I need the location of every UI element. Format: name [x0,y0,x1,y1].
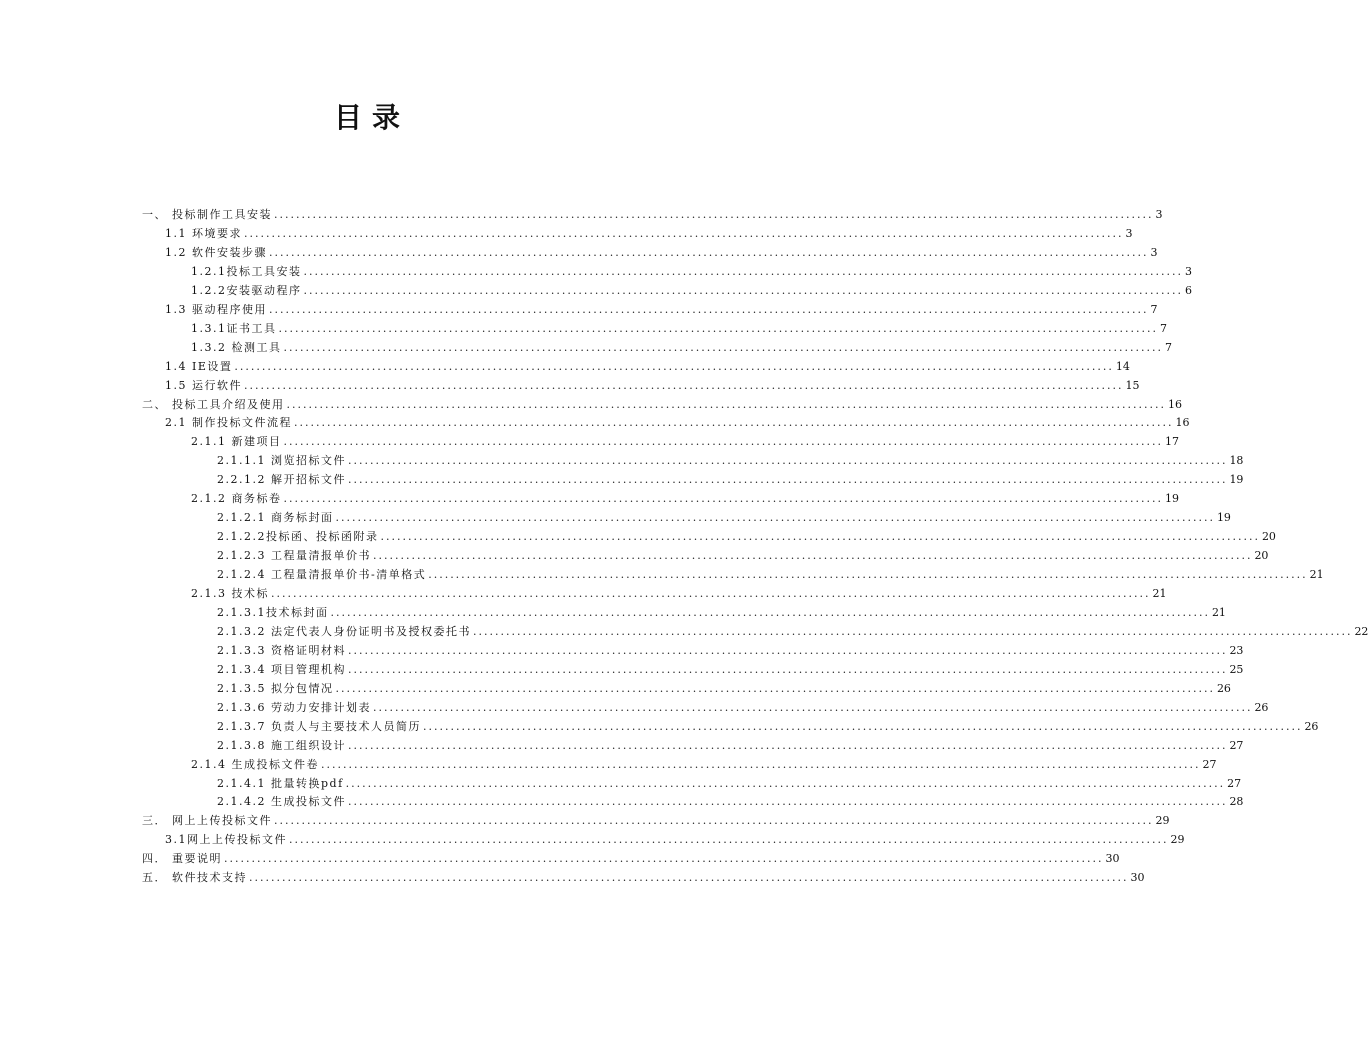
toc-entry-label: 3.1网上上传投标文件 [165,833,287,847]
toc-entry-page: 19 [1216,511,1231,525]
toc-dot-leader: ................................................................................................................................................................ [286,397,1166,411]
toc-entry-label: 2.1.3 技术标 [191,587,269,600]
toc-entry[interactable] [165,412,1190,430]
toc-dot-leader: ................................................................................................................................................................ [472,624,1353,638]
toc-entry[interactable] [217,640,1244,658]
toc-dot-leader: ................................................................................................................................................................ [224,852,1104,866]
toc-entry-page: 17 [1164,435,1179,449]
toc-entry-label: 2.1.3.3 资格证明材料 [217,643,346,657]
toc-entry-label: 1.2.2安装驱动程序 [191,283,302,297]
toc-entry[interactable] [165,375,1140,393]
toc-entry[interactable] [165,242,1158,260]
toc-entry[interactable] [142,867,1145,885]
toc-entry-page: 26 [1216,681,1231,695]
toc-dot-leader: ................................................................................................................................................................ [347,795,1228,809]
toc-entry[interactable] [217,602,1226,620]
toc-entry-page: 30 [1105,852,1120,866]
toc-entry-label: 1.3.2 检测工具 [191,340,282,354]
toc-entry-label: 2.1.2.2投标函、投标函附录 [217,530,379,544]
toc-entry-label: 2.1 制作投标文件流程 [165,416,292,430]
toc-entry[interactable] [191,583,1167,601]
toc-entry-label: 一、 投标制作工具安装 [142,208,272,221]
toc-entry-label: 2.1.3.6 劳动力安排计划表 [217,700,371,714]
toc-entry-label: 2.1.1.1 浏览招标文件 [217,454,346,468]
toc-entry-label: 2.1.2.3 工程量清报单价书 [217,549,371,563]
toc-dot-leader: ................................................................................................................................................................ [269,302,1149,316]
toc-entry[interactable] [165,356,1130,374]
toc-entry-label: 1.4 IE设置 [165,359,233,373]
toc-entry-label: 五． 软件技术支持 [142,871,247,885]
toc-entry-page: 3 [1184,264,1192,278]
toc-entry[interactable] [217,697,1269,715]
toc-entry-label: 1.2 软件安装步骤 [165,245,267,259]
toc-entry-label: 2.1.3.8 施工组织设计 [217,738,346,752]
toc-dot-leader: ................................................................................................................................................................ [244,226,1124,240]
toc-entry[interactable] [165,829,1185,847]
toc-dot-leader: ................................................................................................................................................................ [249,871,1129,885]
toc-entry-page: 16 [1175,416,1190,430]
toc-entry-page: 16 [1167,397,1182,411]
toc-dot-leader: ................................................................................................................................................................ [372,549,1253,563]
toc-dot-leader: ................................................................................................................................................................ [289,833,1169,847]
toc-dot-leader: ................................................................................................................................................................ [347,662,1228,676]
toc-entry[interactable] [217,564,1324,582]
toc-entry-page: 22 [1354,624,1368,638]
toc-entry-label: 2.2.1.2 解开招标文件 [217,473,346,487]
toc-entry-page: 26 [1254,700,1269,714]
toc-dot-leader: ................................................................................................................................................................ [428,568,1308,582]
toc-entry-label: 2.1.4.2 生成投标文件 [217,795,346,809]
toc-entry-page: 3 [1155,208,1163,221]
toc-dot-leader: ................................................................................................................................................................ [303,283,1183,297]
toc-dot-leader: ................................................................................................................................................................ [347,643,1228,657]
toc-entry[interactable] [217,621,1368,639]
toc-entry[interactable] [142,810,1170,828]
page-title: 目录 [333,101,410,134]
toc-dot-leader: ................................................................................................................................................................ [335,681,1215,695]
toc-entry[interactable] [191,318,1167,336]
toc-entry[interactable] [165,223,1133,241]
toc-entry-page: 29 [1155,814,1170,828]
toc-entry[interactable] [142,394,1182,412]
toc-entry[interactable] [217,773,1242,791]
toc-dot-leader: ................................................................................................................................................................ [278,321,1158,335]
toc-entry-label: 1.3 驱动程序使用 [165,302,267,316]
toc-dot-leader: ................................................................................................................................................................ [269,245,1149,259]
toc-dot-leader: ................................................................................................................................................................ [335,511,1215,525]
toc-entry-page: 7 [1150,302,1158,316]
toc-dot-leader: ................................................................................................................................................................ [347,738,1228,752]
toc-entry[interactable] [165,299,1158,317]
toc-entry-page: 7 [1164,340,1172,354]
toc-entry-page: 7 [1159,321,1167,335]
toc-entry-label: 二、 投标工具介绍及使用 [142,397,285,411]
toc-dot-leader: ................................................................................................................................................................ [283,492,1163,506]
toc-dot-leader: ................................................................................................................................................................ [422,719,1303,733]
toc-dot-leader: ................................................................................................................................................................ [347,473,1228,487]
toc-entry-label: 1.5 运行软件 [165,378,242,392]
toc-entry-page: 14 [1115,359,1130,373]
toc-entry-page: 21 [1211,605,1226,619]
toc-entry-page: 26 [1304,719,1319,733]
toc-entry-page: 27 [1229,738,1244,752]
toc-entry-page: 19 [1164,492,1179,506]
toc-entry-label: 2.1.3.4 项目管理机构 [217,662,346,676]
toc-entry-label: 1.2.1投标工具安装 [191,264,302,278]
toc-entry[interactable] [217,450,1244,468]
toc-entry-page: 20 [1254,549,1269,563]
toc-entry-page: 29 [1170,833,1185,847]
toc-entry[interactable] [217,659,1244,677]
toc-entry-page: 27 [1227,776,1242,790]
toc-dot-leader: ................................................................................................................................................................ [234,359,1114,373]
toc-entry-page: 28 [1229,795,1244,809]
toc-entry[interactable] [217,545,1269,563]
toc-entry[interactable] [217,507,1231,525]
toc-entry[interactable] [191,431,1179,449]
toc-dot-leader: ................................................................................................................................................................ [274,814,1154,828]
toc-entry[interactable] [191,280,1192,298]
toc-dot-leader: ................................................................................................................................................................ [380,530,1260,544]
toc-entry[interactable] [142,848,1120,866]
toc-entry-page: 18 [1229,454,1244,468]
toc-entry-page: 20 [1261,530,1276,544]
toc-entry[interactable] [217,678,1231,696]
toc-dot-leader: ................................................................................................................................................................ [294,416,1174,430]
toc-entry[interactable] [217,735,1244,753]
toc-dot-leader: ................................................................................................................................................................ [345,776,1226,790]
toc-entry-label: 2.1.3.1技术标封面 [217,605,329,619]
toc-entry-page: 23 [1229,643,1244,657]
toc-entry[interactable] [217,791,1244,809]
toc-dot-leader: ................................................................................................................................................................ [321,757,1201,771]
toc-entry[interactable] [217,469,1244,487]
toc-entry-page: 3 [1150,245,1158,259]
toc-entry-label: 三． 网上上传投标文件 [142,814,272,828]
toc-entry[interactable] [191,754,1217,772]
toc-entry[interactable] [191,488,1179,506]
toc-entry-label: 2.1.4 生成投标文件卷 [191,757,319,771]
toc-entry-label: 2.1.2 商务标卷 [191,492,282,506]
toc-entry[interactable] [191,337,1172,355]
toc-entry[interactable] [142,204,1163,222]
toc-dot-leader: ................................................................................................................................................................ [303,264,1183,278]
toc-entry-label: 1.1 环境要求 [165,226,242,240]
toc-entry-label: 2.1.4.1 批量转换pdf [217,776,344,790]
toc-entry[interactable] [191,261,1192,279]
toc-dot-leader: ................................................................................................................................................................ [244,378,1124,392]
toc-entry-label: 2.1.3.5 拟分包情况 [217,681,334,695]
toc-entry-page: 27 [1202,757,1217,771]
toc-dot-leader: ................................................................................................................................................................ [274,208,1154,221]
toc-dot-leader: ................................................................................................................................................................ [372,700,1253,714]
toc-entry-page: 25 [1229,662,1244,676]
toc-dot-leader: ................................................................................................................................................................ [283,340,1163,354]
toc-entry[interactable] [217,716,1319,734]
toc-entry-page: 6 [1184,283,1192,297]
toc-entry-label: 1.3.1证书工具 [191,321,277,335]
toc-dot-leader: ................................................................................................................................................................ [271,587,1151,600]
toc-entry-page: 21 [1152,587,1167,600]
toc-entry-page: 30 [1130,871,1145,885]
toc-entry-page: 21 [1309,568,1324,582]
toc-dot-leader: ................................................................................................................................................................ [347,454,1228,468]
toc-entry-page: 19 [1229,473,1244,487]
toc-dot-leader: ................................................................................................................................................................ [283,435,1163,449]
toc-entry-label: 2.1.2.4 工程量清报单价书-清单格式 [217,568,427,582]
toc-entry-page: 15 [1125,378,1140,392]
toc-entry-label: 四． 重要说明 [142,852,222,866]
toc-entry-page: 3 [1125,226,1133,240]
toc-entry-label: 2.1.1 新建项目 [191,435,282,449]
toc-entry[interactable] [217,526,1276,544]
toc-dot-leader: ................................................................................................................................................................ [330,605,1210,619]
toc-entry-label: 2.1.2.1 商务标封面 [217,511,334,525]
toc-entry-label: 2.1.3.7 负责人与主要技术人员简历 [217,719,421,733]
toc-entry-label: 2.1.3.2 法定代表人身份证明书及授权委托书 [217,624,471,638]
